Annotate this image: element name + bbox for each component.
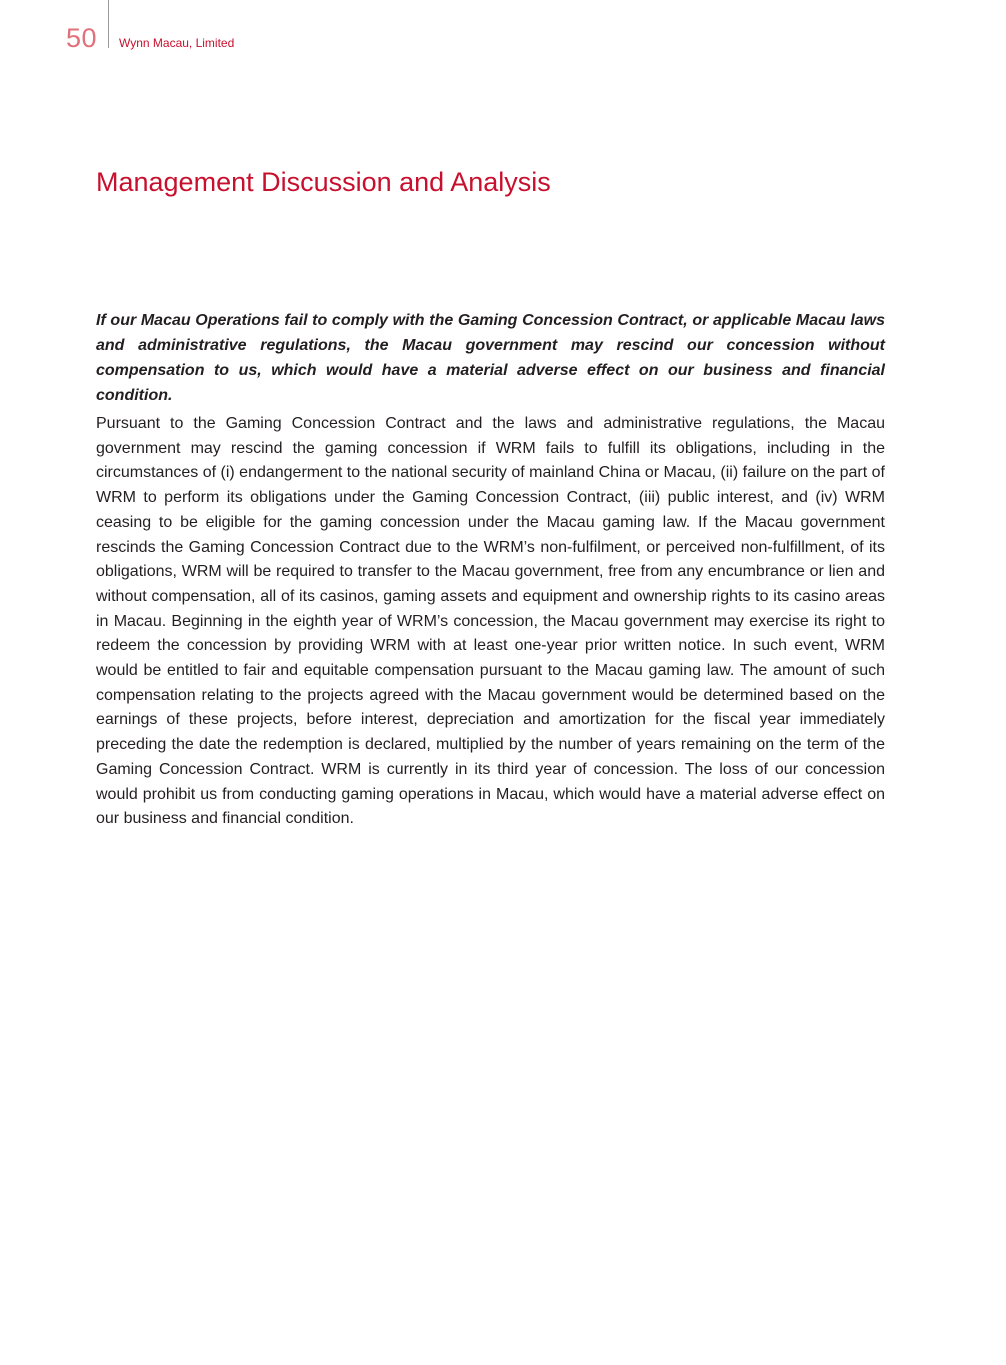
risk-factor-heading: If our Macau Operations fail to comply with the Gaming Concession Contract, or applicable Macau laws and administrative regulations, the Macau government may rescind our concession without compensation to us, which would have a material adverse effect on our business and financial condition. [96, 312, 885, 404]
risk-factor-body: Pursuant to the Gaming Concession Contract and the laws and administrative regulations, the Macau government may rescind the gaming concession if WRM fails to fulfill its obligations, including in the circumstances of (i) endangerment to the national security of mainland China or Macau, (ii) failure on the part of WRM to perform its obligations under the Gaming Concession Contract, (iii) public interest, and (iv) WRM ceasing to be eligible for the gaming concession under the Macau gaming law. If the Macau government rescinds the Gaming Concession Contract due to the WRM’s non-fulfilment, or perceived non-fulfillment, of its obligations, WRM will be required to transfer to the Macau government, free from any encumbrance or lien and without compensation, all of its casinos, gaming assets and equipment and ownership rights to its casino areas in Macau. Beginning in the eighth year of WRM’s concession, the Macau government may exercise its right to redeem the concession by providing WRM with at least one-year prior written notice. In such event, WRM would be entitled to fair and equitable compensation pursuant to the Macau gaming law. The amount of such compensation relating to the projects agreed with the Macau government would be determined based on the earnings of these projects, before interest, depreciation and amortization for the fiscal year immediately preceding the date the redemption is declared, multiplied by the number of years remaining on the term of the Gaming Concession Contract. WRM is currently in its third year of concession. The loss of our concession would prohibit us from conducting gaming operations in Macau, which would have a material adverse effect on our business and financial condition. [96, 415, 885, 828]
section-title: Management Discussion and Analysis [96, 167, 551, 197]
page-number: 50 [66, 23, 98, 53]
risk-factor-section [96, 308, 885, 832]
header-divider [108, 0, 109, 48]
company-name: Wynn Macau, Limited [119, 36, 235, 50]
